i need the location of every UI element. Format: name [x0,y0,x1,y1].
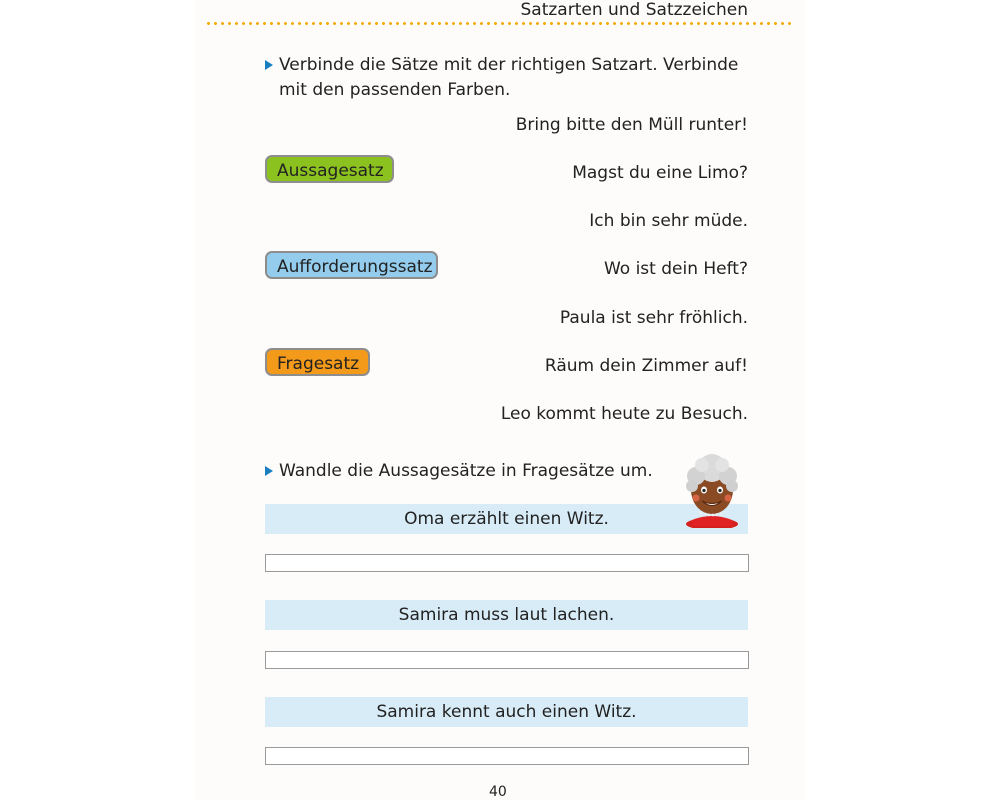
statement-strip-2: Samira muss laut lachen. [265,600,748,630]
sentence-4[interactable]: Wo ist dein Heft? [603,259,748,279]
answer-field-3[interactable] [265,747,749,765]
task1-instruction-text: Verbinde die Sätze mit der richtigen Satzart. Verbinde mit den passenden Farben. [279,55,739,100]
task2-instruction-text: Wandle die Aussagesätze in Fragesätze um. [279,461,653,481]
task1-instruction [265,53,765,103]
answer-field-1[interactable] [265,554,749,572]
sentence-2[interactable]: Magst du eine Limo? [572,163,748,183]
sentence-6[interactable]: Räum dein Zimmer auf! [544,356,748,376]
answer-field-2[interactable] [265,651,749,669]
header-dotted-divider [205,22,795,25]
sentence-5[interactable]: Paula ist sehr fröhlich. [559,308,748,328]
page-number: 40 [489,784,507,800]
label-aussagesatz[interactable]: Aussagesatz [265,155,394,183]
triangle-bullet-icon [265,60,273,70]
sentence-7[interactable]: Leo kommt heute zu Besuch. [500,404,748,424]
label-fragesatz[interactable]: Fragesatz [265,348,370,376]
sentence-3[interactable]: Ich bin sehr müde. [589,211,748,231]
statement-strip-3: Samira kennt auch einen Witz. [265,697,748,727]
page-header-title: Satzarten und Satzzeichen [520,0,748,20]
grandma-illustration-icon [682,454,742,528]
triangle-bullet-icon [265,466,273,476]
sentence-1[interactable]: Bring bitte den Müll runter! [515,115,748,135]
statement-strip-1: Oma erzählt einen Witz. [265,504,748,534]
label-aufforderungssatz[interactable]: Aufforderungssatz [265,251,438,279]
